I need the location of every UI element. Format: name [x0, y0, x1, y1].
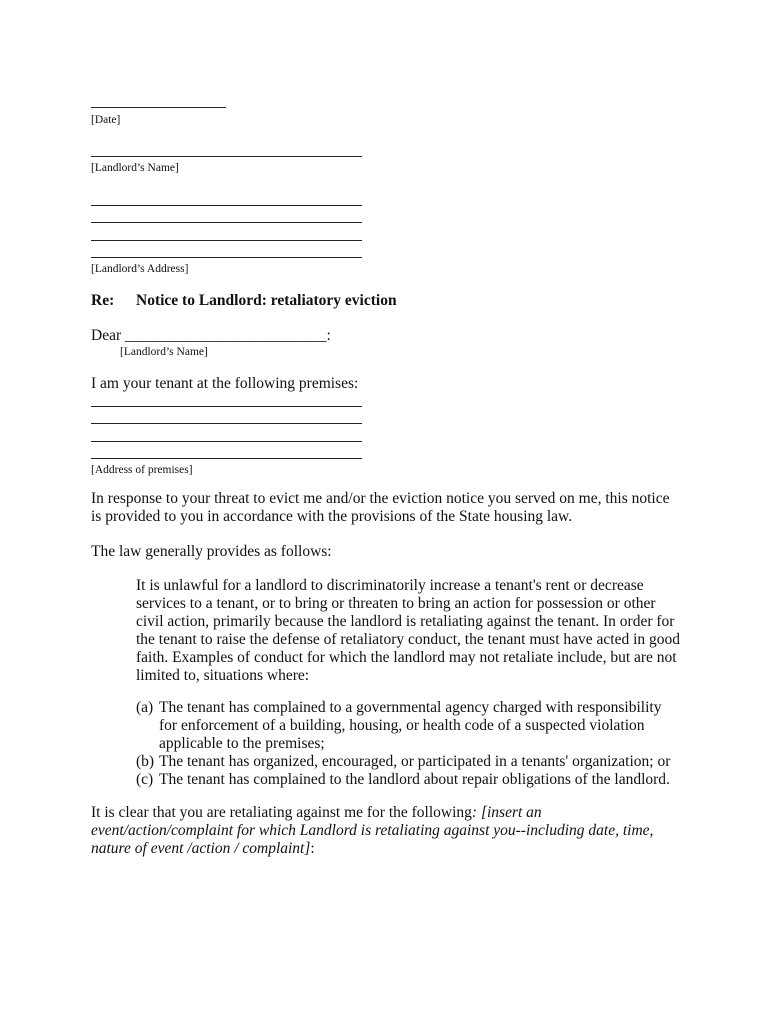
retaliation-instruction: : [insert an event/action/complaint for which Landlord is retaliating against you--including date, time, nature of event /action / complaint]	[91, 804, 654, 857]
salutation	[91, 327, 331, 345]
condition-item-a	[136, 699, 681, 753]
premises-address-line-2[interactable]	[91, 423, 362, 424]
condition-marker: (b)	[136, 753, 155, 770]
conditions-list	[136, 699, 681, 789]
landlord-address-line-2[interactable]	[91, 222, 362, 223]
condition-item-b	[136, 753, 681, 771]
tenant-intro: I am your tenant at the following premises:	[91, 375, 359, 392]
re-label: Re:	[91, 292, 115, 309]
premises-address-line-4[interactable]	[91, 458, 362, 459]
salutation-name-blank[interactable]: __________________________	[125, 327, 327, 344]
premises-address-line-1[interactable]	[91, 406, 362, 407]
premises-address-line-3[interactable]	[91, 441, 362, 442]
landlord-name-blank-line[interactable]	[91, 156, 362, 157]
law-intro-paragraph: The law generally provides as follows:	[91, 543, 332, 560]
re-line	[91, 292, 397, 310]
landlord-address-line-1[interactable]	[91, 205, 362, 206]
condition-text: The tenant has complained to a governmental agency charged with responsibility for enforcement of a building, housing, or health code of a suspected violation applicable to the premises;	[159, 699, 662, 752]
condition-marker: (c)	[136, 771, 154, 788]
retaliation-trail: :	[310, 840, 315, 857]
law-quote: It is unlawful for a landlord to discriminatorily increase a tenant's rent or decrease services to a tenant, or to bring or threaten to bring an action for possession or other civil action, primarily because the landlord is retaliating against the tenant. In order for the tenant to raise the defense of retaliatory conduct, the tenant must have acted in good faith. Examples of conduct for which the landlord may not retaliate include, but are not limited to, situations where:	[136, 577, 681, 684]
landlord-address-label: [Landlord’s Address]	[91, 263, 189, 275]
condition-marker: (a)	[136, 699, 154, 716]
salutation-caption: [Landlord’s Name]	[120, 346, 208, 358]
condition-text: The tenant has organized, encouraged, or participated in a tenants' organization; or	[159, 753, 671, 770]
salutation-dear: Dear	[91, 327, 122, 344]
condition-item-c	[136, 771, 681, 789]
landlord-address-line-4[interactable]	[91, 257, 362, 258]
landlord-name-label: [Landlord’s Name]	[91, 162, 179, 174]
landlord-address-line-3[interactable]	[91, 240, 362, 241]
re-subject: Notice to Landlord: retaliatory eviction	[136, 292, 397, 309]
response-paragraph: In response to your threat to evict me and/or the eviction notice you served on me, this notice is provided to you in accordance with the provisions of the State housing law.	[91, 490, 670, 525]
premises-label: [Address of premises]	[91, 464, 193, 476]
condition-text: The tenant has complained to the landlord about repair obligations of the landlord.	[159, 771, 670, 788]
date-blank-line[interactable]	[91, 107, 226, 108]
salutation-colon: :	[326, 327, 331, 344]
date-label: [Date]	[91, 114, 121, 126]
retaliation-paragraph	[91, 804, 681, 858]
retaliation-lead: It is clear that you are retaliating against me for the following	[91, 804, 472, 821]
